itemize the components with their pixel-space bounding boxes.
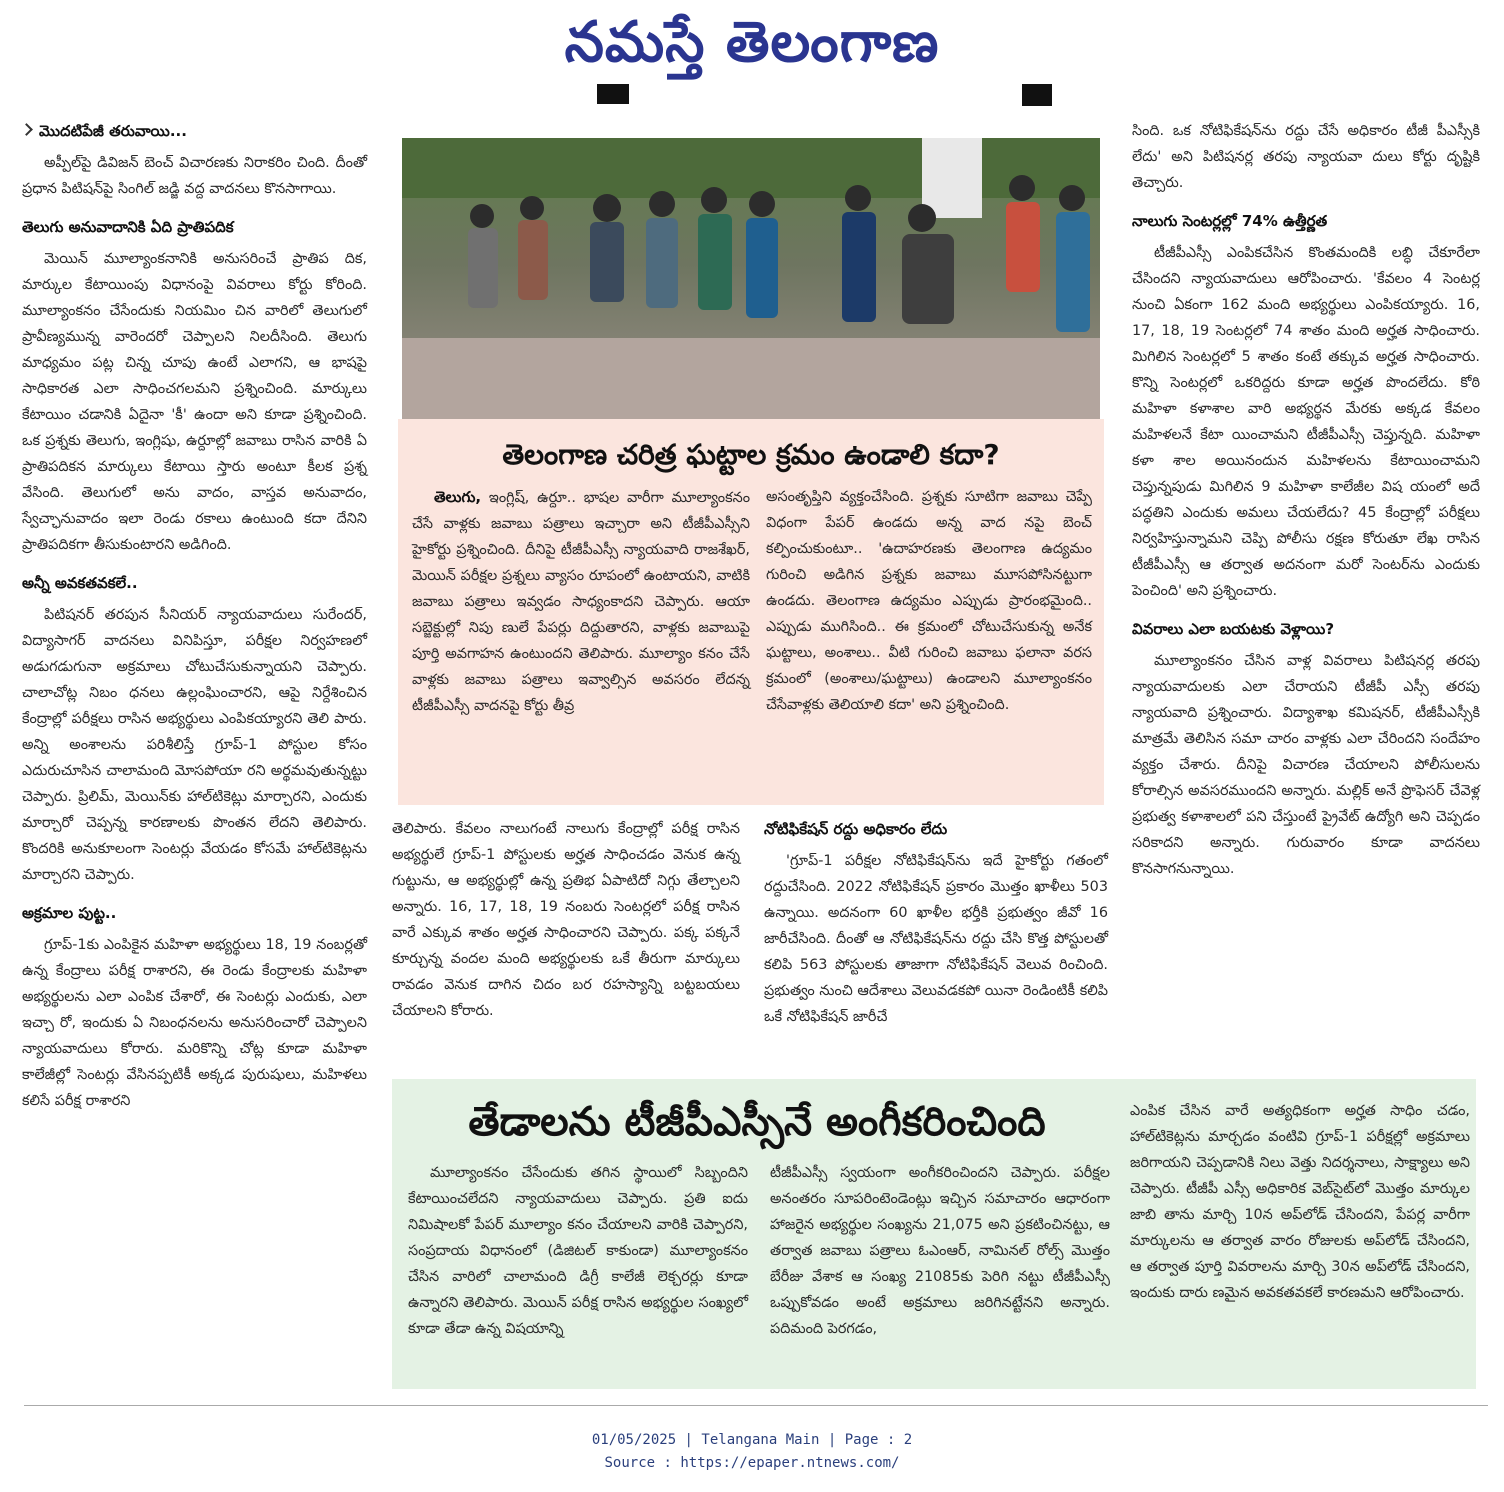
chevron-right-icon (20, 123, 33, 136)
crowd-photo-illustration (402, 138, 1100, 419)
bottom-column-a (408, 1160, 748, 1342)
subheading: అన్నీ అవకతవకలే.. (22, 574, 138, 592)
news-photo (402, 138, 1100, 419)
paragraph: గ్రూప్-1కు ఎంపికైన మహిళా అభ్యర్థులు 18, 19 నంబర్లతో ఉన్న కేంద్రాలు పరీక్ష రాశారని, ఈ రెండు కేంద్రాలకు మహిళా అభ్యర్థులను ఎలా ఎంపిక చేశారో, ఈ సెంటర్లు ఎందుకు, ఎలా ఇచ్చా రో, ఇందుకు ఏ నిబంధనలను అనుసరించారో చెప్పాలని న్యాయవాదులు కోరారు. మరికొన్ని చోట్ల కూడా మహిళా కాలేజీల్లో సెంటర్లు వేసినప్పటికీ అక్కడ పురుషులు, మహిళలు కలిసే పరీక్ష రాశారని (22, 937, 367, 1109)
footer-date-edition: 01/05/2025 | Telangana Main | Page : 2 (591, 1432, 913, 1448)
continued-label: మొదటిపేజీ తరువాయి... (22, 118, 367, 144)
footer-source: Source : https://epaper.ntnews.com/ (604, 1455, 900, 1471)
lead-word: తెలుగు, (434, 488, 482, 506)
paragraph: పిటిషనర్ తరపున సీనియర్ న్యాయవాదులు సురేందర్, విద్యాసాగర్ వాదనలు వినిపిస్తూ, పరీక్షల నిర్వహణలో అడుగడుగునా అక్రమాలు చోటుచేసుకున్నాయని చెప్పారు. చాలాచోట్ల నిబం ధనలు ఉల్లంఘించారని, ఆపై నిర్దేశించిన కేంద్రాల్లో పరీక్షలు రాసిన అభ్యర్థులు ఎంపికయ్యారని తెలి పారు. అన్ని అంశాలను పరిశీలిస్తే గ్రూప్-1 పోస్టుల కోసం ఎదురుచూసిన చాలామంది మోసపోయా రని అర్థమవుతున్నట్టు చెప్పారు. ప్రిలిమ్, మెయిన్‌కు హాల్‌టికెట్లు మార్చారని, ఎందుకు మార్చారో చెప్పన్న కారణాలకు పొంతన లేదని తెలిపారు. కొందరికి అనుకూలంగా సెంటర్లు వేయడం కోసమే హాల్‌టికెట్లను మార్చారని చెప్పారు. (22, 607, 367, 883)
paragraph: టీజీపీఎస్సీ స్వయంగా అంగీకరించిందని చెప్పారు. పరీక్షల అనంతరం సూపరింటెండెంట్లు ఇచ్చిన సమాచారం ఆధారంగా హాజరైన అభ్యర్థుల సంఖ్యను 21,075 అని ప్రకటించినట్టు, ఆ తర్వాత జవాబు పత్రాలు ఓఎంఆర్, నామినల్ రోల్స్ మొత్తం బేరీజు వేశాక ఆ సంఖ్య 21085కు పెరిగి నట్టు టీజీపీఎస్సీ ఒప్పుకోవడం అంటే అక్రమాలు జరిగినట్టేనని అన్నారు. పదిమంది పెరగడం, (770, 1165, 1110, 1337)
subheading: అక్రమాల పుట్ట.. (22, 904, 117, 922)
footer-divider (24, 1405, 1488, 1406)
paragraph: ఇంగ్లిష్, ఉర్దూ.. భాషల వారీగా మూల్యాంకనం చేసే వాళ్లకు జవాబు పత్రాలు ఇచ్చారా అని టీజీపీఎస్సీని హైకోర్టు ప్రశ్నించింది. దీనిపై టీజీపీఎస్సీ న్యాయవాది రాజశేఖర్, మెయిన్ పరీక్షల ప్రశ్నలు వ్యాసం రూపంలో ఉంటాయని, వాటికి జవాబు పత్రాలు ఇవ్వడం సాధ్యంకాదని చెప్పారు. ఆయా సబ్జెక్టుల్లో నిపు ణులే పేపర్లు దిద్దుతారని, వాళ్లకు జవాబుపై పూర్తి అవగాహన ఉంటుందని తెలిపారు. మూల్యాం కనం చేసే వాళ్లకు జవాబు పత్రాలు ఇవ్వాల్సిన అవసరం లేదన్న టీజీపీఎస్సీ వాదనపై కోర్టు తీవ్ర (412, 490, 750, 714)
paragraph: అసంతృప్తిని వ్యక్తంచేసింది. ప్రశ్నకు సూటిగా జవాబు చెప్పే విధంగా పేపర్ ఉండదు అన్న వాద నపై బెంచ్ కల్పించుకుంటూ.. 'ఉదాహరణకు తెలంగాణ ఉద్యమం గురించి అడిగిన ప్రశ్నకు జవాబు మూసపోసినట్టుగా ఉండదు. తెలంగాణ ఉద్యమం ఎప్పుడు ప్రారంభమైంది.. ఎప్పుడు ముగిసింది.. ఈ క్రమంలో చోటుచేసుకున్న అనేక ఘట్టాలు, అంశాలు.. వీటి గురించి జవాబు ఫలానా వరస క్రమంలో (అంశాలు/ఘట్టాలు) ఉండాలని మూల్యాంకనం చేసేవాళ్లకు తెలియాలి కదా' అని ప్రశ్నించింది. (766, 489, 1092, 713)
bottom-column-b (770, 1160, 1110, 1342)
center-column-a (392, 816, 740, 1024)
previous-headline-fragment (597, 84, 629, 104)
panel-column-b (766, 484, 1092, 718)
paragraph: మెయిన్ మూల్యాంకనానికి అనుసరించే ప్రాతిప దిక, మార్కుల కేటాయింపు విధానంపై వివరాలు కోర్టు కోరింది. మూల్యాంకనం చేసేందుకు నియమిం చిన వారిలో తెలుగులో ప్రావీణ్యమున్న వారెందరో చెప్పాలని నిలదీసింది. తెలుగు మాధ్యమం పట్ల చిన్న చూపు ఉంటే ఎలాగని, ఆ భాషపై సాధికారత ఎలా సాధించగలమని ప్రశ్నించింది. మార్కులు కేటాయిం చడానికి ఏదైనా 'కీ' ఉందా అని కూడా ప్రశ్నించింది. ఒక ప్రశ్నకు తెలుగు, ఇంగ్లిషు, ఉర్దూల్లో జవాబు రాసిన వారికి ఏ ప్రాతిపదికన మార్కులు కేటాయి స్తారు అంటూ కీలక ప్రశ్న వేసింది. తెలుగులో అను వాదం, వాస్తవ అనువాదం, స్వేచ్ఛానువాదం ఇలా రెండు రకాలు ఉంటుంది కదా దేనిని ప్రాతిపదికగా తీసుకుంటారని అడిగింది. (22, 251, 367, 553)
center-column-b (764, 816, 1108, 1030)
paragraph: 'గ్రూప్-1 పరీక్షల నోటిఫికేషన్‌ను ఇదే హైకోర్టు గతంలో రద్దుచేసింది. 2022 నోటిఫికేషన్ ప్రకారం మొత్తం ఖాళీలు 503 ఉన్నాయి. అదనంగా 60 ఖాళీల భర్తీకి ప్రభుత్వం జీవో 16 జారీచేసింది. దీంతో ఆ నోటిఫికేషన్‌ను రద్దు చేసి కొత్త పోస్టులతో కలిపి 563 పోస్టులకు తాజాగా నోటిఫికేషన్ వెలువ రించింది. ప్రభుత్వం నుంచి ఆదేశాలు వెలువడకపో యినా రెండింటికీ కలిపి ఒకే నోటిఫికేషన్ జారీచే (764, 853, 1108, 1025)
paragraph: టీజీపీఎస్సీ ఎంపికచేసిన కొంతమందికి లబ్ధి చేకూరేలా చేసిందని న్యాయవాదులు ఆరోపించారు. 'కేవలం 4 సెంటర్ల నుంచి ఏకంగా 162 మంది అభ్యర్థులు ఎంపికయ్యారు. 16, 17, 18, 19 సెంటర్లలో 74 శాతం మంది అర్హత సాధించారు. మిగిలిన సెంటర్లలో 5 శాతం కంటే తక్కువ అర్హత సాధించారు. కొన్ని సెంటర్లలో ఒకరిద్దరు కూడా అర్హత పొందలేదు. కోఠి మహిళా కళాశాల వారి అభ్యర్థన మేరకు అక్కడ కేవలం మహిళలనే కేటా యించామని టీజీపీఎస్సీ చెప్తున్నది. మహిళా కళా శాల అయినందున మహిళలను కేటాయించామని చెప్తున్నపుడు మిగిలిన 9 మహిళా కాలేజీల విష యంలో అదే పద్ధతిని ఎందుకు అమలు చేయలేదు? 45 కేంద్రాల్లో పరీక్షలు నిర్వహిస్తున్నామని చెప్పి పోలీసు రక్షణ కోరుతూ లేఖ రాసిన టీజీపీఎస్సీ ఆ తర్వాత అదనంగా మరో సెంటర్‌ను ఎందుకు పెంచింది' అని ప్రశ్నించారు. (1132, 245, 1480, 599)
panel-column-a (412, 484, 750, 719)
subheading: వివరాలు ఎలా బయటకు వెళ్లాయి? (1132, 620, 1335, 638)
right-column (1132, 118, 1480, 882)
panel-headline: తెలంగాణ చరిత్ర ఘట్టాల క్రమం ఉండాలి కదా? (502, 438, 1000, 471)
paragraph: తెలిపారు. కేవలం నాలుగంటే నాలుగు కేంద్రాల్లో పరీక్ష రాసిన అభ్యర్థులే గ్రూప్-1 పోస్టులకు అర్హత సాధించడం వెనుక ఉన్న గుట్టును, ఆ అభ్యర్థుల్లో ఉన్న ప్రతిభ ఏపాటిదో నిగ్గు తేల్చాలని అన్నారు. 16, 17, 18, 19 నంబరు సెంటర్లలో పరీక్ష రాసిన వారే ఎక్కువ శాతం అర్హత సాధించారని చెప్పారు. పక్క పక్కనే కూర్చున్న వందల మంది అభ్యర్థులకు ఒకే తీరుగా మార్కులు రావడం వెనుక దాగిన చిదం బర రహస్యాన్ని బట్టబయలు చేయాలని కోరారు. (392, 821, 740, 1019)
bottom-headline: తేడాలను టీజీపీఎస్సీనే అంగీకరించింది (468, 1099, 1046, 1145)
previous-headline-fragment (1022, 84, 1052, 106)
masthead-title: నమస్తే తెలంగాణ (564, 10, 940, 75)
paragraph: మూల్యాంకనం చేసేందుకు తగిన స్థాయిలో సిబ్బందిని కేటాయించలేదని న్యాయవాదులు చెప్పారు. ప్రతి ఐదు నిమిషాలకో పేపర్ మూల్యాం కనం చేయాలని వారికి చెప్పారని, సంప్రదాయ విధానంలో (డిజిటల్ కాకుండా) మూల్యాంకనం చేసిన వారిలో చాలామంది డిగ్రీ కాలేజీ లెక్చరర్లు కూడా ఉన్నారని తెలిపారు. మెయిన్ పరీక్ష రాసిన అభ్యర్థుల సంఖ్యలో కూడా తేడా ఉన్న విషయాన్ని (408, 1165, 748, 1337)
paragraph: సింది. ఒక నోటిఫికేషన్‌ను రద్దు చేసే అధికారం టీజీ పీఎస్సీకి లేదు' అని పిటిషనర్ల తరపు న్యాయవా దులు కోర్టు దృష్టికి తెచ్చారు. (1132, 123, 1480, 191)
left-column (22, 118, 367, 1114)
subheading: నాలుగు సెంటర్లల్లో 74% ఉత్తీర్ణత (1132, 212, 1328, 230)
subheading: నోటిఫికేషన్ రద్దు అధికారం లేదు (764, 820, 948, 838)
subheading: తెలుగు అనువాదానికి ఏది ప్రాతిపదిక (22, 218, 234, 236)
bottom-column-c (1130, 1098, 1470, 1306)
paragraph: ఎంపిక చేసిన వారే అత్యధికంగా అర్హత సాధిం చడం, హాల్‌టికెట్లను మార్చడం వంటివి గ్రూప్-1 పరీక్షల్లో అక్రమాలు జరిగాయని చెప్పడానికి నిలు వెత్తు నిదర్శనాలు, సాక్ష్యాలు అని చెప్పారు. టీజీపీ ఎస్సీ అధికారిక వెబ్‌సైట్‌లో మొత్తం మార్కుల జాబి తాను మార్చి 10న అప్‌లోడ్ చేసిందని, పేపర్ల వారీగా మార్కులను ఆ తర్వాత వారం రోజులకు అప్‌లోడ్ చేసిందని, ఆ తర్వాత పూర్తి వివరాలను మార్చి 30న అప్‌లోడ్ చేసిందని, ఇందుకు దారు ణమైన అవకతవకలే కారణమని ఆరోపించారు. (1130, 1103, 1470, 1301)
paragraph: మూల్యాంకనం చేసిన వాళ్ల వివరాలు పిటిషనర్ల తరపు న్యాయవాదులకు ఎలా చేరాయని టీజీపీ ఎస్సీ తరపు న్యాయవాది ప్రశ్నించారు. విద్యాశాఖ కమిషనర్, టీజీపీఎస్సీకి మాత్రమే తెలిసిన సమా చారం వాళ్లకు ఎలా చేరిందని సందేహం వ్యక్తం చేశారు. దీనిపై విచారణ చేయాలని పోలీసులను కోరాల్సిన అవసరముందని అన్నారు. మల్లిక్ అనే ప్రొఫెసర్ చేవెళ్ల ప్రభుత్వ కళాశాలలో పని చేస్తుంటే ప్రైవేట్ ఉద్యోగి అని చెప్పడం సరికాదని అన్నారు. గురువారం కూడా వాదనలు కొనసాగనున్నాయి. (1132, 653, 1480, 877)
paragraph: అప్పీల్‌పై డివిజన్ బెంచ్ విచారణకు నిరాకరిం చింది. దీంతో ప్రధాన పిటిషన్‌పై సింగిల్ జడ్జి వద్ద వాదనలు కొనసాగాయి. (22, 155, 367, 197)
